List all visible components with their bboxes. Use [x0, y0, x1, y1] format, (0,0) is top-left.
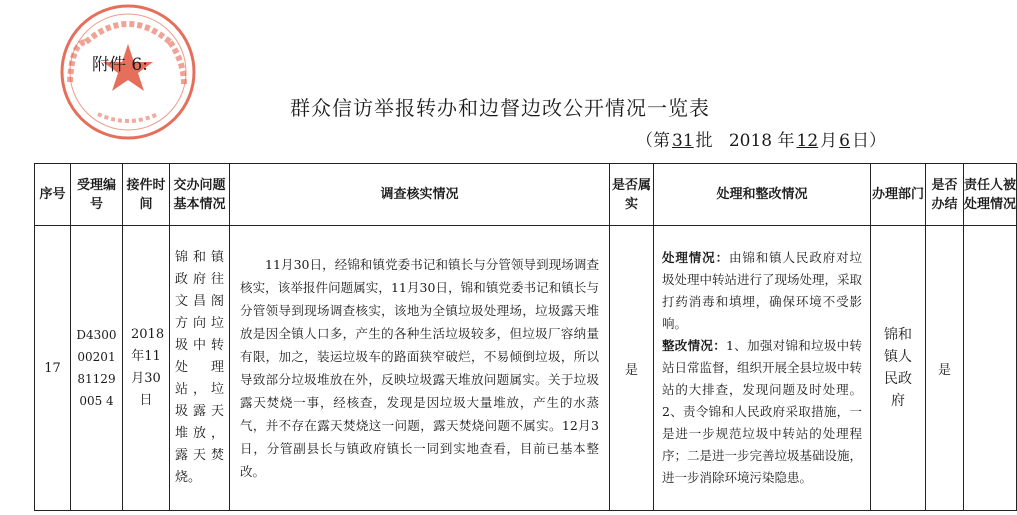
complaint-table: [34, 163, 1017, 511]
cell-seq: 17: [35, 226, 71, 511]
month: 12: [796, 131, 819, 151]
cell-date: 2018年11月30日: [123, 226, 170, 511]
batch-suffix: 批: [695, 131, 713, 151]
batch-number: 31: [672, 131, 694, 151]
rectify-text: 1、加强对锦和垃圾中转站日常监督，组织开展全县垃圾中转站的大排查，发现问题及时处理。2、责令锦和人民政府采取措施，一是进一步规范垃圾中转站的处理程序；二是进一步完善垃圾基础设施，进一步消除环境污染隐患。: [662, 338, 863, 485]
month-suffix: 月: [820, 131, 838, 151]
handling-text: 由锦和镇人民政府对垃圾处理中转站进行了现场处理，采取打药消毒和填埋，确保环境不受影响。: [662, 250, 863, 331]
open-paren: （第: [636, 131, 670, 151]
cell-accountability: [964, 226, 1017, 511]
header-handling: 处理和整改情况: [654, 164, 871, 226]
header-issue: 交办问题基本情况: [170, 164, 230, 226]
handling-label: 处理情况：: [662, 250, 729, 265]
day: 6: [839, 131, 850, 151]
cell-department: 锦和镇人民政府: [871, 226, 926, 511]
table-row: [35, 226, 1017, 511]
header-seq: 序号: [35, 164, 71, 226]
cell-issue: 锦和镇政府往文昌阁方向垃圾中转处理站，垃圾露天堆放，露天焚烧。: [170, 226, 230, 511]
year: 2018: [728, 131, 773, 151]
attachment-label: 附件 6:: [92, 55, 148, 75]
cell-case-no: D43000020181129005 4: [71, 226, 123, 511]
year-suffix: 年: [777, 131, 795, 151]
cell-investigation: 11月30日，经锦和镇党委书记和镇长与分管领导到现场调查核实，该举报件问题属实，11月30日，锦和镇党委书记和镇长与分管领导到现场调查核实，该地为全镇垃圾处理场，垃圾露天堆放是因全镇人口多，产生的各种生活垃圾较多，但垃圾厂容纳量有限，加之，装运垃圾车的路面狭窄破烂，不易倾倒垃圾，所以导致部分垃圾堆放在外，反映垃圾露天堆放问题属实。关于垃圾露天焚烧一事，经核查，发现是因垃圾大量堆放，产生的水蒸气，并不存在露天焚烧这一问题，露天焚烧问题不属实。12月3日，分管副县长与镇政府镇长一同到实地查看，目前已基本整改。: [230, 226, 610, 511]
header-date: 接件时间: [123, 164, 170, 226]
batch-date-line: [636, 126, 886, 151]
cell-verified: 是: [610, 226, 654, 511]
page-title: 群众信访举报转办和边督边改公开情况一览表: [290, 96, 710, 120]
header-investigation: 调查核实情况: [230, 164, 610, 226]
header-verified: 是否属实: [610, 164, 654, 226]
header-department: 办理部门: [871, 164, 926, 226]
cell-closed: 是: [926, 226, 964, 511]
header-case-no: 受理编号: [71, 164, 123, 226]
rectify-label: 整改情况：: [662, 338, 727, 353]
header-closed: 是否办结: [926, 164, 964, 226]
table-header-row: [35, 164, 1017, 226]
day-suffix: 日）: [852, 131, 886, 151]
header-accountability: 责任人被处理情况: [964, 164, 1017, 226]
cell-handling: [654, 226, 871, 511]
